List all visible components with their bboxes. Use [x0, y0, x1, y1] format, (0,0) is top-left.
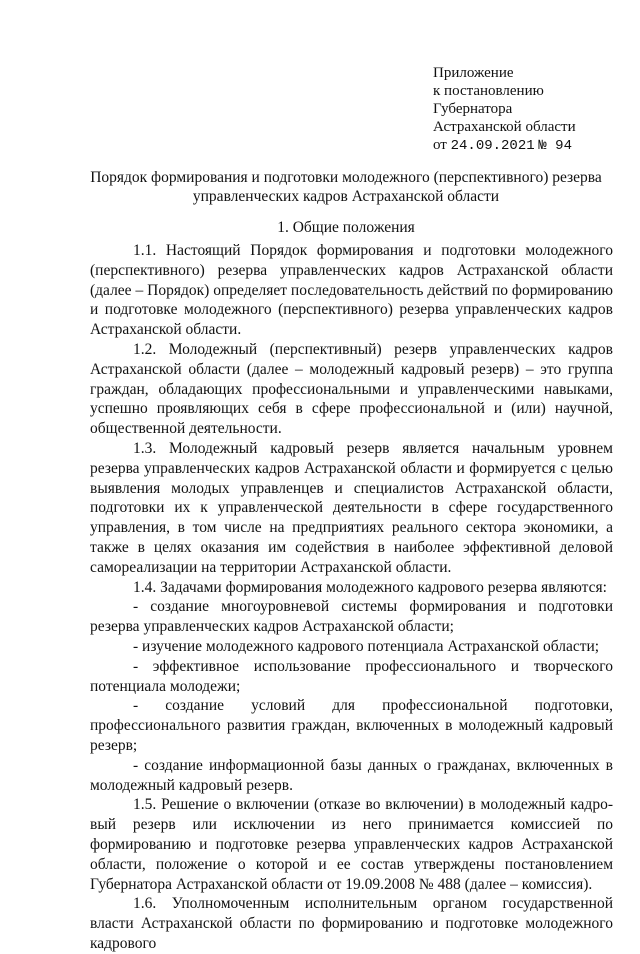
appendix-line-3: Губернатора [433, 101, 513, 117]
list-item: - эффективное использование профессионального и творческого потенциала молодежи; [90, 657, 613, 695]
paragraph-1-1: 1.1. Настоящий Порядок формирования и подготовки молодежного (перспективного) резерва управленческих кадров Астраханской области (далее – Порядок) определяет последовательность действий по формированию и подготовке молодежного (перспективного) резерва управленческих кадров Астраханской области. [90, 242, 613, 339]
list-item: - создание информационной базы данных о гражданах, включенных в молодежный кадровый резерв. [90, 756, 613, 794]
appendix-date-prefix: от [433, 137, 447, 153]
appendix-line-2: к постановлению [433, 83, 544, 99]
list-item: - создание условий для профессиональной подготовки, профессионального развития граждан, включенных в молодежный кадровый резерв; [90, 697, 613, 754]
section-heading: 1. Общие положения [277, 219, 415, 236]
appendix-line-1: Приложение [433, 65, 514, 81]
appendix-line-5 [433, 136, 576, 155]
appendix-date: 24.09.2021 [450, 138, 535, 154]
paragraph-1-5: 1.5. Решение о включении (отказе во включении) в молодежный кадровый резерв или исключении из него принимается комиссией по формированию и подготовке резерва управленческих кадров Астраханской области, положение о которой и ее состав утверждены постановлением Губернатора Астраханской области от 19.09.2008 № 488 (далее – комиссия). [90, 796, 613, 893]
document-title: Порядок формирования и подготовки молодежного (перспективного) резерва управленческих кадров Астраханской области [90, 169, 602, 205]
paragraph-1-2: 1.2. Молодежный (перспективный) резерв управленческих кадров Астраханской области (далее – молодежный кадровый резерв) – это группа граждан, обладающих профессиональными и управленческими навыками, успешно проявляющих себя в сфере профессиональной и (или) научной, общественной деятельности. [90, 340, 613, 438]
appendix-number: № 94 [538, 138, 572, 154]
list-item: - изучение молодежного кадрового потенциала Астраханской области; [133, 637, 600, 655]
paragraph-1-4: 1.4. Задачами формирования молодежного кадрового резерва являются: [133, 578, 607, 596]
list-item: - создание многоуровневой системы формирования и подготовки резерва управленческих кадров Астраханской области; [90, 598, 613, 636]
paragraph-1-6: 1.6. Уполномоченным исполнительным органом государственной власти Астраханской области по формированию и подготовке молодежного кадрового [90, 895, 613, 952]
document-body [90, 241, 613, 954]
paragraph-1-3: 1.3. Молодежный кадровый резерв является начальным уровнем резерва управленческих кадров Астраханской области и формируется с целью выявления молодых управленцев и специалистов Астраханской области, подготовки их к управленческой деятельности в сфере государственного управления, в том числе на предприятиях реального сектора экономики, а также в целях оказания им содействия в наиболее эффективной деловой самореализации на территории Астраханской области. [90, 439, 613, 576]
appendix-line-4: Астраханской области [433, 119, 576, 135]
appendix-block [433, 64, 576, 155]
